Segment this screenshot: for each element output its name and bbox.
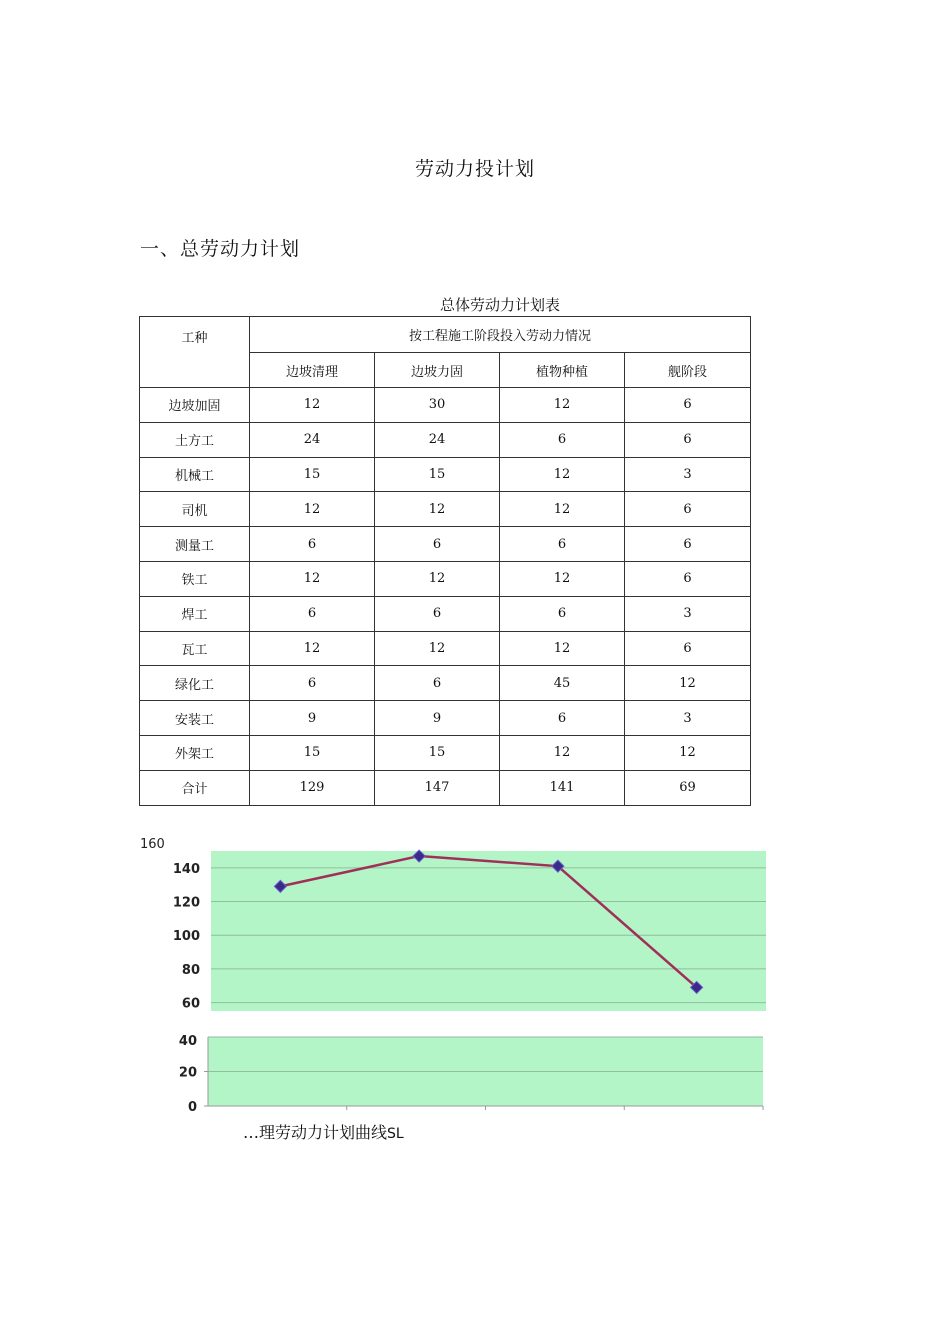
value-cell: 12 bbox=[250, 631, 375, 666]
trade-cell: 铁工 bbox=[140, 561, 250, 596]
value-cell: 12 bbox=[375, 631, 500, 666]
value-cell: 129 bbox=[250, 770, 375, 805]
table-row bbox=[140, 492, 751, 527]
labor-plan-table bbox=[139, 316, 751, 806]
trade-cell: 测量工 bbox=[140, 527, 250, 562]
value-cell: 12 bbox=[500, 388, 625, 423]
value-cell: 69 bbox=[625, 770, 751, 805]
value-cell: 6 bbox=[625, 527, 751, 562]
value-cell: 6 bbox=[250, 527, 375, 562]
value-cell: 12 bbox=[250, 388, 375, 423]
stage-header: 植物种植 bbox=[500, 353, 625, 388]
value-cell: 15 bbox=[375, 457, 500, 492]
y-tick-label: 100 bbox=[172, 929, 200, 945]
labor-curve-chart bbox=[130, 830, 780, 1120]
value-cell: 24 bbox=[250, 422, 375, 457]
y-tick-label: 120 bbox=[172, 895, 200, 911]
table-row bbox=[140, 527, 751, 562]
table-row bbox=[140, 701, 751, 736]
value-cell: 3 bbox=[625, 457, 751, 492]
value-cell: 12 bbox=[500, 457, 625, 492]
stage-header: 边坡清理 bbox=[250, 353, 375, 388]
chart-caption-suffix: SL bbox=[387, 1126, 404, 1142]
value-cell: 12 bbox=[250, 561, 375, 596]
value-cell: 12 bbox=[500, 561, 625, 596]
trade-cell: 机械工 bbox=[140, 457, 250, 492]
table-corner-header: 工种 bbox=[140, 317, 250, 388]
value-cell: 12 bbox=[500, 631, 625, 666]
trade-cell: 边坡加固 bbox=[140, 388, 250, 423]
chart-caption bbox=[243, 1120, 404, 1143]
table-row bbox=[140, 457, 751, 492]
trade-cell: 焊工 bbox=[140, 596, 250, 631]
value-cell: 9 bbox=[250, 701, 375, 736]
table-caption: 总体劳动力计划表 bbox=[439, 296, 560, 314]
table-row bbox=[140, 422, 751, 457]
value-cell: 6 bbox=[500, 596, 625, 631]
value-cell: 6 bbox=[500, 422, 625, 457]
value-cell: 12 bbox=[375, 561, 500, 596]
value-cell: 3 bbox=[625, 596, 751, 631]
y-tick-label: 160 bbox=[140, 837, 165, 852]
table-row bbox=[140, 388, 751, 423]
value-cell: 12 bbox=[500, 492, 625, 527]
value-cell: 6 bbox=[625, 388, 751, 423]
value-cell: 6 bbox=[625, 492, 751, 527]
y-tick-label: 80 bbox=[181, 962, 200, 978]
y-tick-label: 40 bbox=[178, 1034, 197, 1049]
trade-cell: 瓦工 bbox=[140, 631, 250, 666]
value-cell: 6 bbox=[625, 422, 751, 457]
value-cell: 6 bbox=[250, 596, 375, 631]
table-body bbox=[140, 388, 751, 806]
chart-caption-text: …理劳动力计划曲线 bbox=[243, 1123, 388, 1142]
value-cell: 6 bbox=[250, 666, 375, 701]
value-cell: 6 bbox=[625, 561, 751, 596]
table-row bbox=[140, 561, 751, 596]
y-tick-label: 140 bbox=[172, 861, 200, 877]
stage-header: 边坡力固 bbox=[375, 353, 500, 388]
value-cell: 12 bbox=[375, 492, 500, 527]
value-cell: 12 bbox=[625, 735, 751, 770]
value-cell: 6 bbox=[500, 527, 625, 562]
value-cell: 6 bbox=[500, 701, 625, 736]
y-tick-label: 0 bbox=[187, 1100, 197, 1115]
value-cell: 15 bbox=[375, 735, 500, 770]
y-tick-label: 60 bbox=[181, 996, 200, 1012]
value-cell: 147 bbox=[375, 770, 500, 805]
document-title: 劳动力投计划 bbox=[414, 158, 535, 180]
trade-cell: 土方工 bbox=[140, 422, 250, 457]
value-cell: 30 bbox=[375, 388, 500, 423]
table-row bbox=[140, 666, 751, 701]
value-cell: 24 bbox=[375, 422, 500, 457]
trade-cell: 绿化工 bbox=[140, 666, 250, 701]
section-heading: 一、总劳动力计划 bbox=[140, 238, 301, 260]
value-cell: 15 bbox=[250, 457, 375, 492]
value-cell: 6 bbox=[375, 666, 500, 701]
value-cell: 3 bbox=[625, 701, 751, 736]
y-tick-label: 20 bbox=[178, 1065, 197, 1081]
plot-area-upper bbox=[211, 851, 766, 1011]
stage-header: 舰阶段 bbox=[625, 353, 751, 388]
table-row bbox=[140, 735, 751, 770]
trade-cell: 司机 bbox=[140, 492, 250, 527]
trade-cell: 合计 bbox=[140, 770, 250, 805]
value-cell: 6 bbox=[375, 596, 500, 631]
trade-cell: 安装工 bbox=[140, 701, 250, 736]
value-cell: 6 bbox=[625, 631, 751, 666]
value-cell: 9 bbox=[375, 701, 500, 736]
value-cell: 12 bbox=[625, 666, 751, 701]
value-cell: 12 bbox=[250, 492, 375, 527]
value-cell: 12 bbox=[500, 735, 625, 770]
trade-cell: 外架工 bbox=[140, 735, 250, 770]
value-cell: 45 bbox=[500, 666, 625, 701]
value-cell: 15 bbox=[250, 735, 375, 770]
table-group-header: 按工程施工阶段投入劳动力情况 bbox=[250, 317, 751, 353]
table-row bbox=[140, 770, 751, 805]
table-row bbox=[140, 631, 751, 666]
value-cell: 6 bbox=[375, 527, 500, 562]
table-row bbox=[140, 596, 751, 631]
value-cell: 141 bbox=[500, 770, 625, 805]
